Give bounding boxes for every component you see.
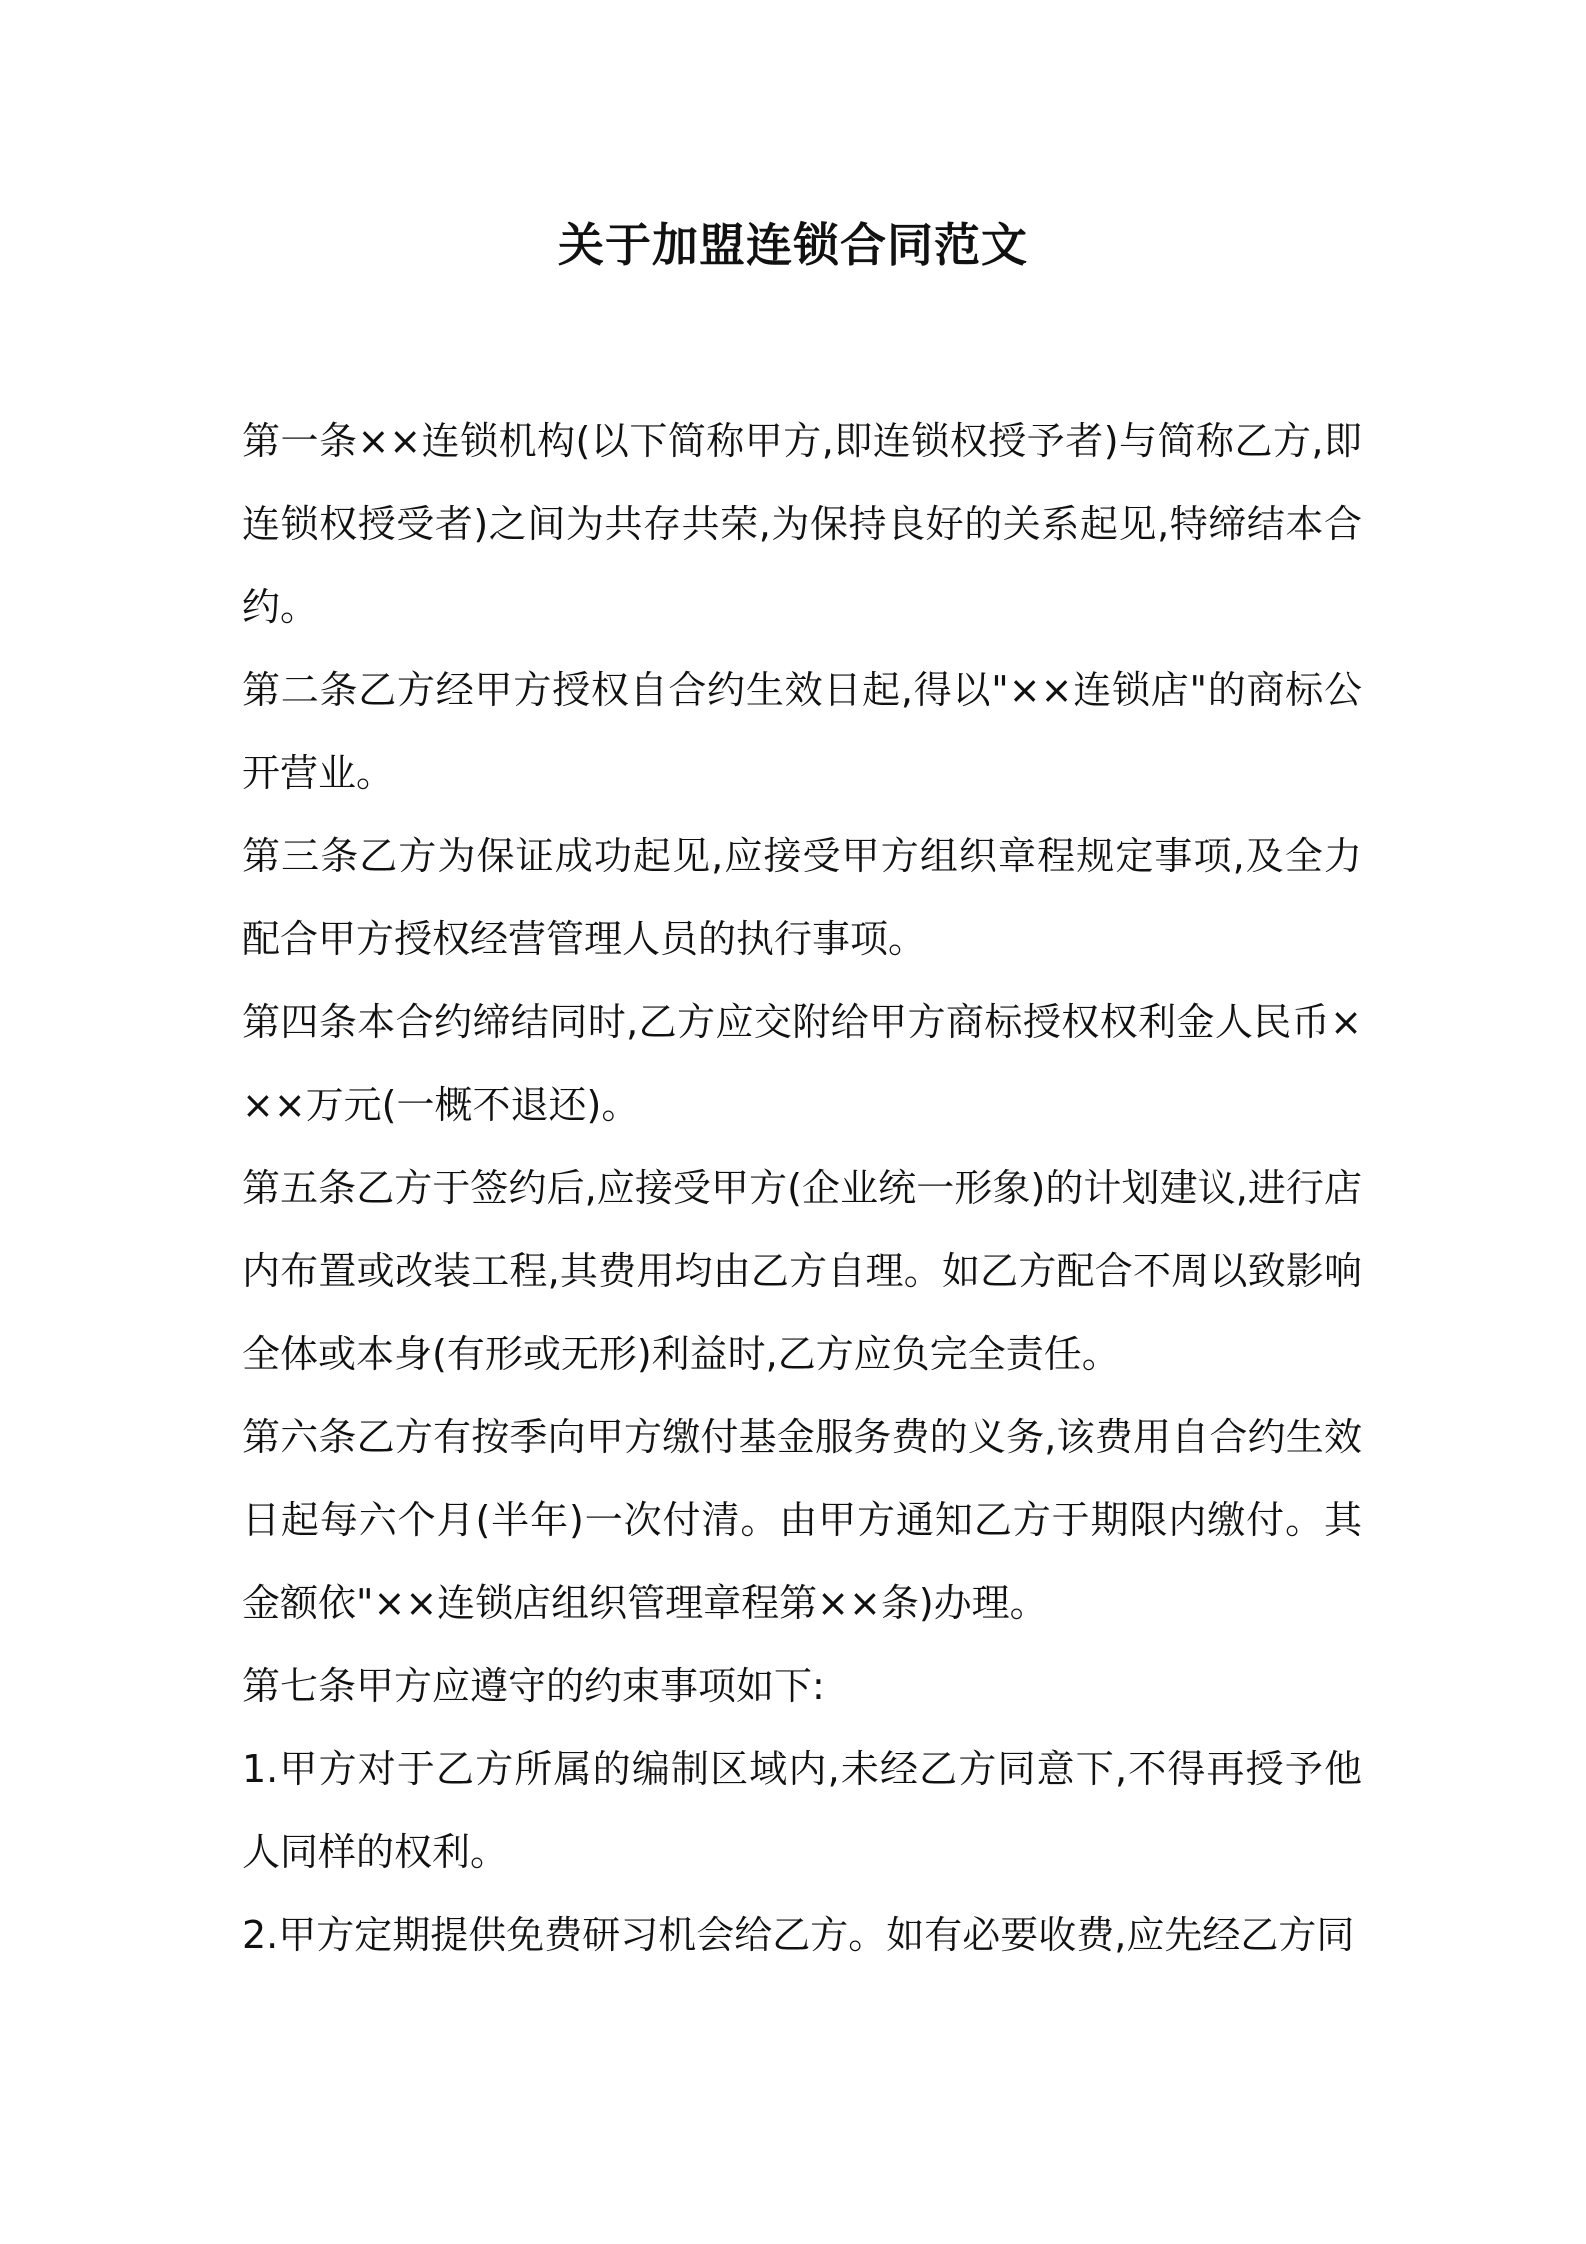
article-4-paragraph: 第四条本合约缔结同时,乙方应交附给甲方商标授权权利金人民币×××万元(一概不退还)。 — [242, 1000, 1362, 1127]
article-5-paragraph: 第五条乙方于签约后,应接受甲方(企业统一形象)的计划建议,进行店内布置或改装工程,其费用均由乙方自理。如乙方配合不周以致影响全体或本身(有形或无形)利益时,乙方应负完全责任。 — [242, 1166, 1362, 1376]
article-7-paragraph: 第七条甲方应遵守的约束事项如下: — [242, 1664, 825, 1708]
clause-2-paragraph: 2.甲方定期提供免费研习机会给乙方。如有必要收费,应先经乙方同 — [242, 1913, 1355, 1957]
article-1-paragraph: 第一条××连锁机构(以下简称甲方,即连锁权授予者)与简称乙方,即连锁权授受者)之间为共存共荣,为保持良好的关系起见,特缔结本合约。 — [242, 419, 1362, 629]
article-2-paragraph: 第二条乙方经甲方授权自合约生效日起,得以"××连锁店"的商标公开营业。 — [242, 668, 1362, 795]
article-3-paragraph: 第三条乙方为保证成功起见,应接受甲方组织章程规定事项,及全力配合甲方授权经营管理人员的执行事项。 — [242, 834, 1362, 961]
clause-1-paragraph: 1.甲方对于乙方所属的编制区域内,未经乙方同意下,不得再授予他人同样的权利。 — [242, 1747, 1362, 1874]
article-6-paragraph: 第六条乙方有按季向甲方缴付基金服务费的义务,该费用自合约生效日起每六个月(半年)一次付清。由甲方通知乙方于期限内缴付。其金额依"××连锁店组织管理章程第××条)办理。 — [242, 1415, 1362, 1625]
document-body — [242, 400, 1362, 1977]
document-title: 关于加盟连锁合同范文 — [558, 218, 1028, 272]
